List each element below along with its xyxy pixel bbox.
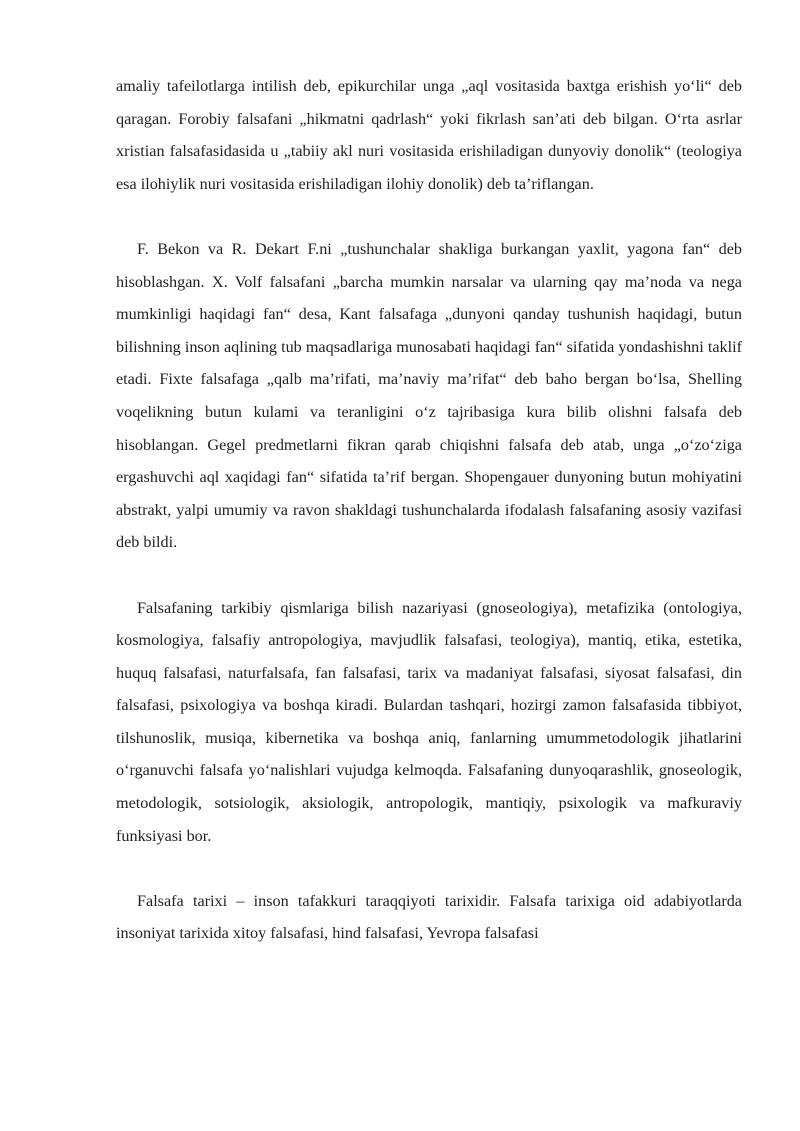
paragraph-continuation: amaliy tafeilotlarga intilish deb, epikurchilar unga „aql vositasida baxtga erishish yo‘li“ deb qaragan. Forobiy falsafani „hikmatni qadrlash“ yoki fikrlash san’ati deb bilgan. O‘rta asrlar xristian falsafasidasida u „tabiiy akl nuri vositasida erishiladigan dunyoviy donolik“ (teologiya esa ilohiylik nuri vositasida erishiladigan ilohiy donolik) deb ta’riflangan. [116, 77, 742, 193]
paragraph-definitions: F. Bekon va R. Dekart F.ni „tushunchalar shakliga burkangan yaxlit, yagona fan“ deb hisoblashgan. X. Volf falsafani „barcha mumkin narsalar va ularning qay ma’noda va nega mumkinligi haqidagi fan“ desa, Kant falsafaga „dunyoni qanday tushunish haqidagi, butun bilishning inson aqlining tub maqsadlariga munosabati haqidagi fan“ sifatida yondashishni taklif etadi. Fixte falsafaga „qalb ma’rifati, ma’naviy ma’rifat“ deb baho bergan bo‘lsa, Shelling voqelikning butun kulami va teranligini o‘z tajribasiga kura bilib olishni falsafa deb hisoblangan. Gegel predmetlarni fikran qarab chiqishni falsafa deb atab, unga „o‘zo‘ziga ergashuvchi aql xaqidagi fan“ sifatida ta’rif bergan. Shopengauer dunyoning butun mohiyatini abstrakt, yalpi umumiy va ravon shakldagi tushunchalarda ifodalash falsafaning asosiy vazifasi deb bildi. [116, 239, 742, 552]
paragraph-history: Falsafa tarixi – inson tafakkuri taraqqiyoti tarixidir. Falsafa tarixiga oid adabiyotlarda insoniyat tarixida xitoy falsafasi, hind falsafasi, Yevropa falsafasi [116, 891, 742, 943]
paragraph-components: Falsafaning tarkibiy qismlariga bilish nazariyasi (gnoseologiya), metafizika (ontologiya, kosmologiya, falsafiy antropologiya, mavjudlik falsafasi, teologiya), mantiq, etika, estetika, huquq falsafasi, naturfalsafa, fan falsafasi, tarix va madaniyat falsafasi, siyosat falsafasi, din falsafasi, psixologiya va boshqa kiradi. Bulardan tashqari, hozirgi zamon falsafasida tibbiyot, tilshunoslik, musiqa, kibernetika va boshqa aniq, fanlarning umummetodologik jihatlarini o‘rganuvchi falsafa yo‘nalishlari vujudga kelmoqda. Falsafaning dunyoqarashlik, gnoseologik, metodologik, sotsiologik, aksiologik, antropologik, mantiqiy, psixologik va mafkuraviy funksiyasi bor. [116, 598, 742, 845]
text-body [116, 70, 742, 983]
